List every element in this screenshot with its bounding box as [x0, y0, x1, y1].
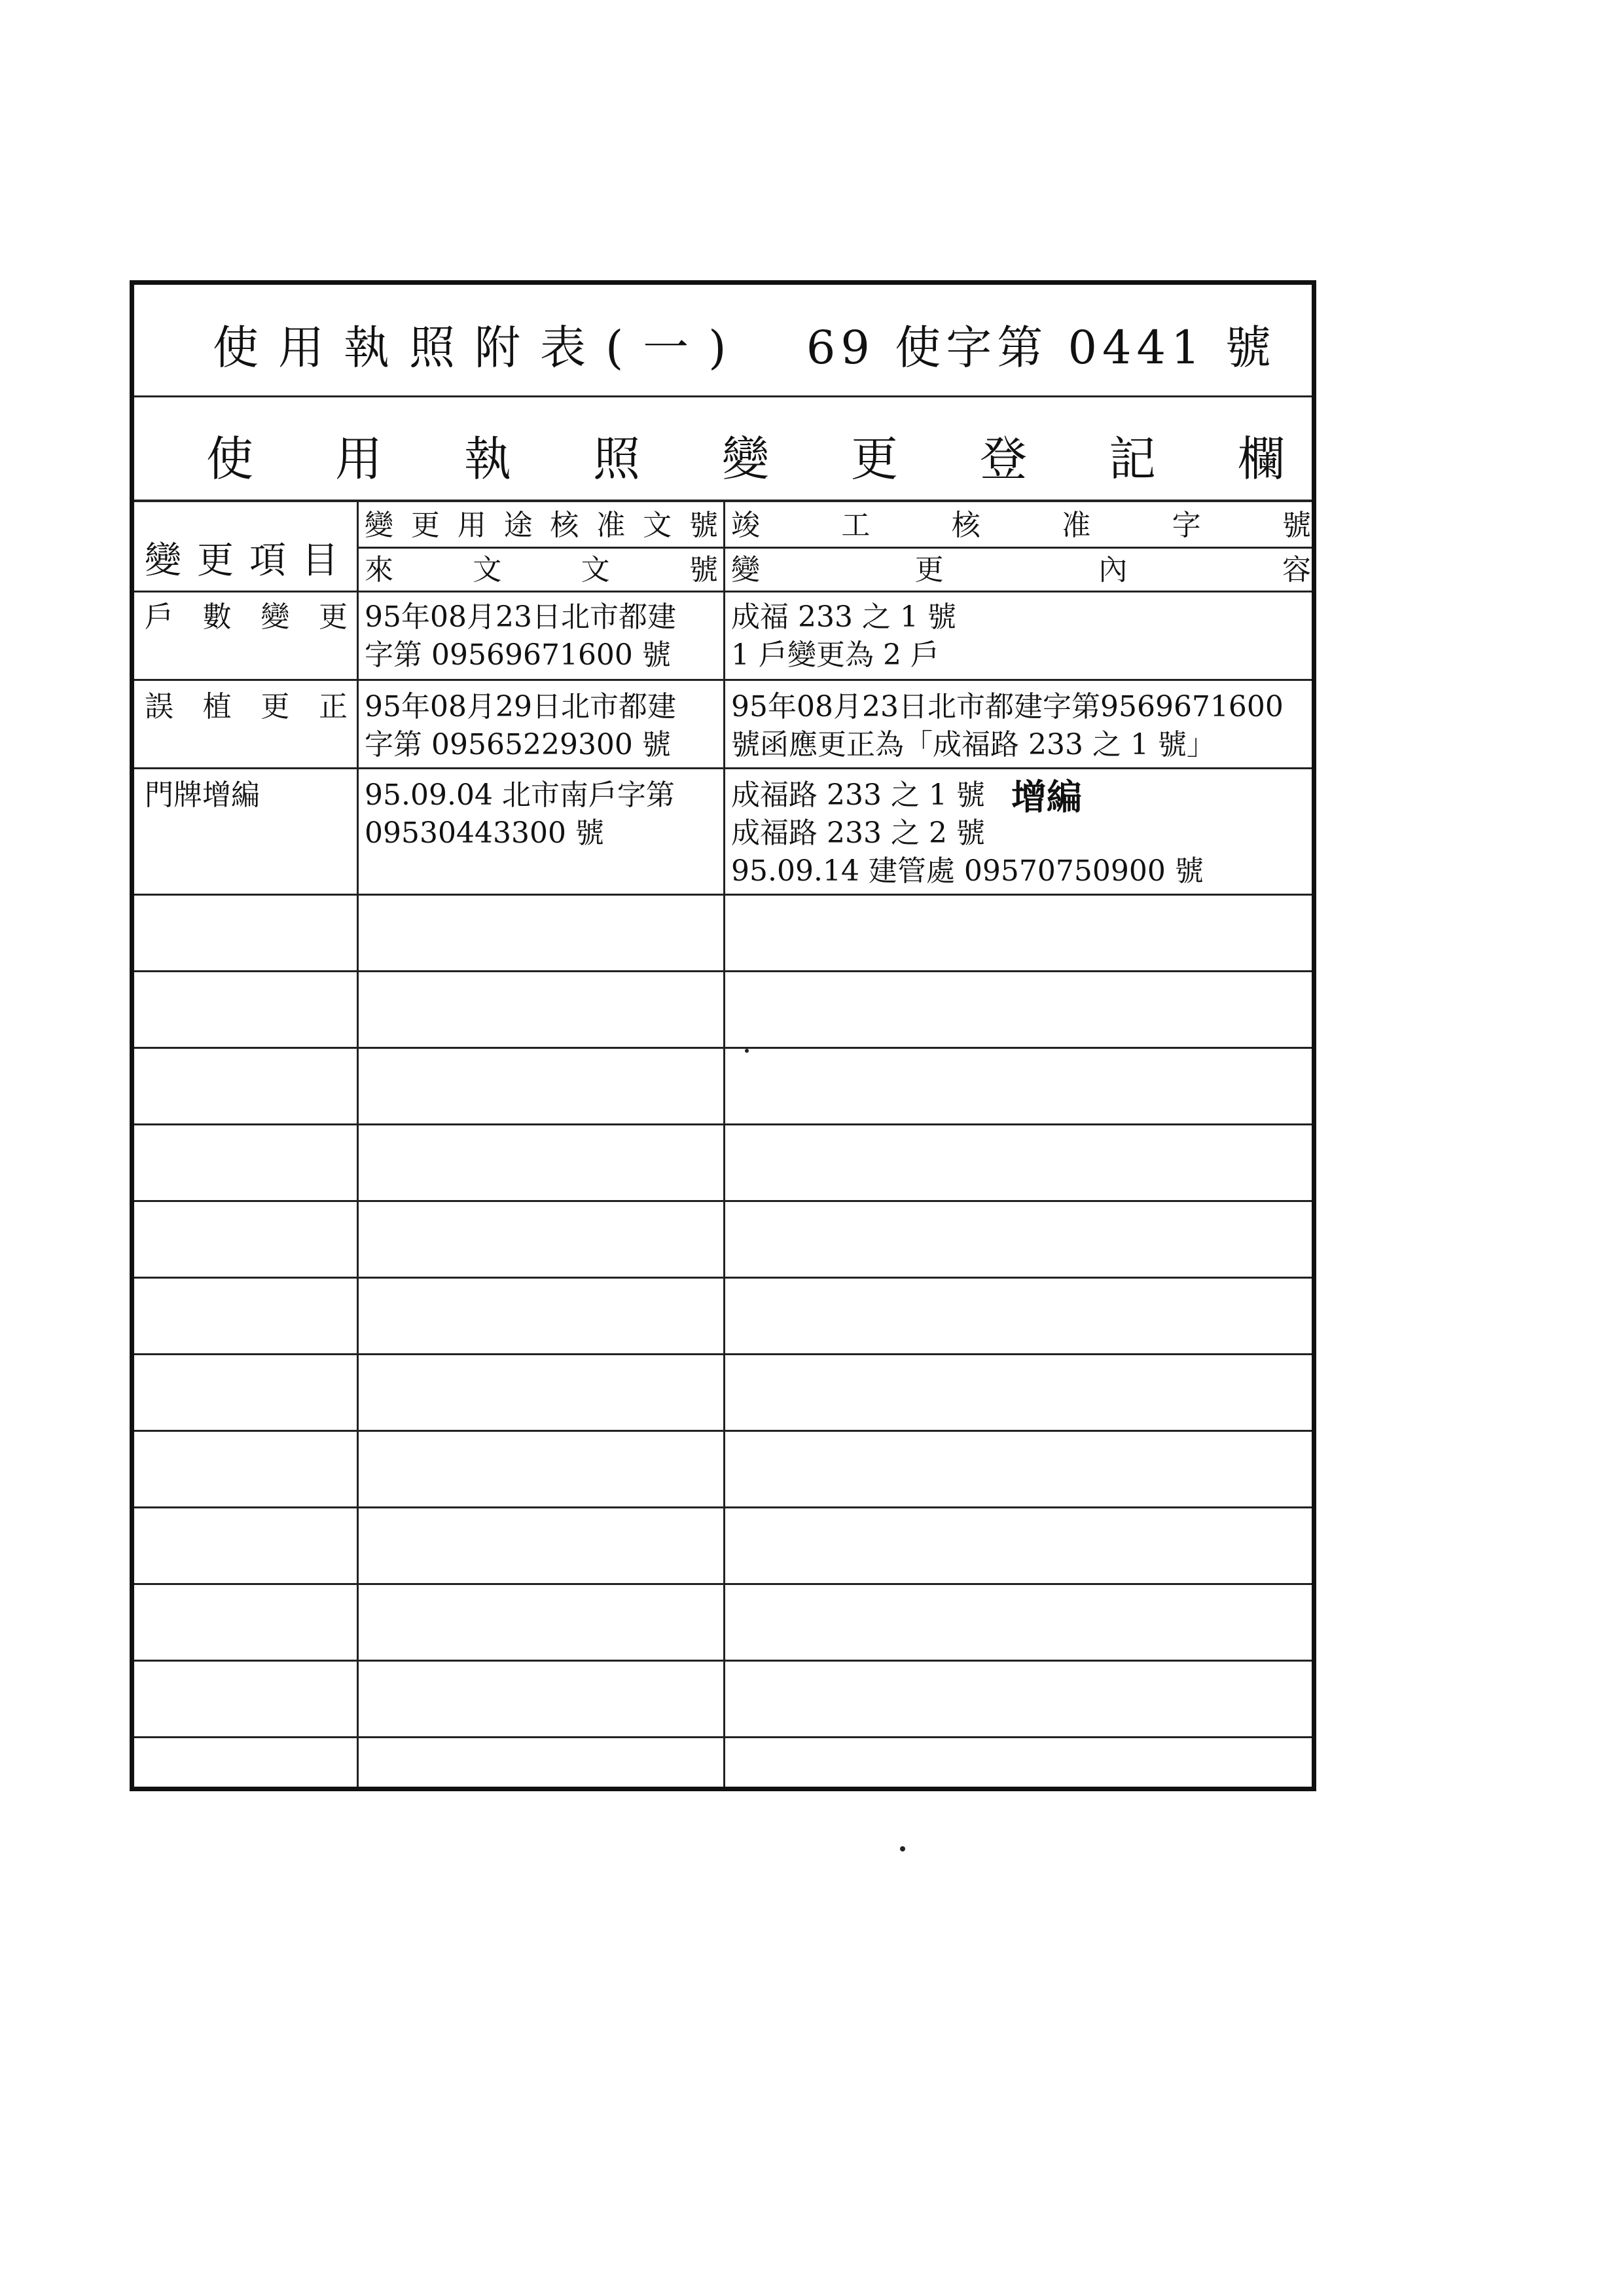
row-item-correction: 誤植更正: [145, 690, 348, 723]
row-doc-line: 95.09.04 北市南戶字第: [365, 778, 675, 812]
empty-row-rule: [134, 1430, 1312, 1432]
empty-row-rule: [134, 970, 1312, 972]
row-rule: [134, 767, 1312, 769]
row-content-line: 1 戶變更為 2 戶: [731, 638, 939, 672]
license-number: 69 使字第 0441 號: [806, 321, 1276, 374]
row-content-line: 號函應更正為「成福路 233 之 1 號」: [731, 728, 1215, 761]
scan-speck: [745, 1049, 749, 1053]
empty-row-rule: [134, 1583, 1312, 1585]
row-item-household-change: 戶數變更: [145, 600, 348, 634]
row-item-house-number-addition: 門牌增編: [145, 778, 260, 812]
empty-row-rule: [134, 1353, 1312, 1355]
scan-speck: [900, 1846, 905, 1851]
header-bottom-rule: [134, 591, 1312, 592]
column-divider: [357, 502, 359, 1787]
header-incoming-doc-no: 來文文號: [365, 553, 718, 587]
row-rule: [134, 679, 1312, 681]
row-doc-line: 95年08月29日北市都建: [365, 690, 676, 723]
form-title-label: 使用執照附表(一): [213, 321, 746, 374]
license-form-frame: [130, 280, 1367, 1791]
header-approval-no: 變更用途核准文號: [365, 509, 718, 542]
header-completion-no: 竣工核准字號: [731, 509, 1311, 542]
header-change-content: 變更內容: [731, 553, 1311, 587]
row-rule: [134, 894, 1312, 896]
empty-row-rule: [134, 1277, 1312, 1279]
row-doc-line: 95年08月23日北市都建: [365, 600, 676, 634]
row-content-line: 成福 233 之 1 號: [731, 600, 956, 634]
empty-row-rule: [134, 1506, 1312, 1508]
handwritten-annotation: 增編: [1011, 776, 1082, 818]
row-doc-line: 09530443300 號: [365, 816, 604, 850]
empty-row-rule: [134, 1123, 1312, 1125]
row-doc-line: 字第 09569671600 號: [365, 638, 671, 672]
empty-row-rule: [134, 1200, 1312, 1202]
empty-row-rule: [134, 1736, 1312, 1738]
row-content-line: 成福路 233 之 1 號: [731, 778, 985, 812]
empty-row-rule: [134, 1047, 1312, 1049]
header-mid-rule: [357, 547, 1312, 549]
title-band: [134, 285, 1312, 397]
column-divider: [723, 502, 725, 1787]
row-content-line: 95.09.14 建管處 09570750900 號: [731, 854, 1204, 888]
row-content-line: 95年08月23日北市都建字第9569671600: [731, 690, 1284, 723]
empty-row-rule: [134, 1660, 1312, 1662]
form-title: [213, 311, 1276, 377]
row-content-line: 成福路 233 之 2 號: [731, 816, 985, 850]
row-doc-line: 字第 09565229300 號: [365, 728, 671, 761]
heading-band: [134, 397, 1367, 502]
section-heading: 使用執照變更登記欄: [206, 431, 1367, 486]
change-register-table: [134, 502, 1312, 1787]
header-change-item: 變更項目: [145, 539, 354, 582]
